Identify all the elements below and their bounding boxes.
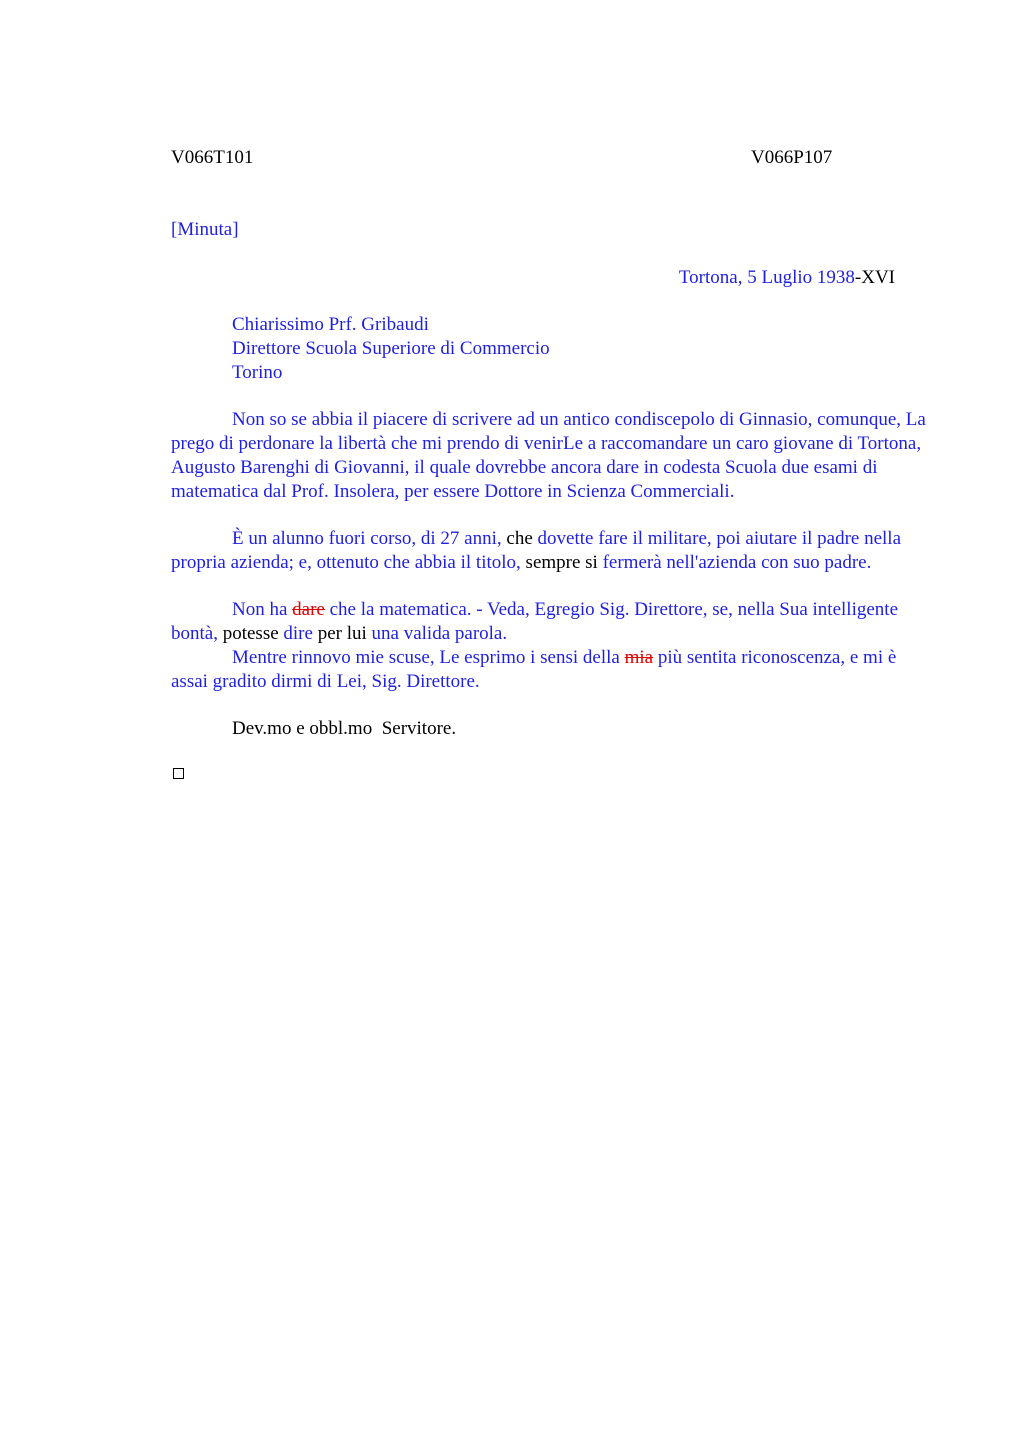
paragraph-1: Non so se abbia il piacere di scrivere ad un antico condiscepolo di Ginnasio, comunque, La prego di perdonare la libertà che mi prendo di venirLe a raccomandare un caro giovane di Tortona, Augusto Barenghi di Giovanni, il quale dovrebbe ancora dare in codesta Scuola due esami di matematica dal Prof. Insolera, per essere Dottore in Scienza Commerciali. <box>171 409 926 502</box>
p3-segment-f: una valida parola. <box>371 623 508 644</box>
p4-segment-a: Mentre rinnovo mie scuse, Le esprimo i sensi della <box>232 647 625 668</box>
p2-segment-d: sempre si <box>520 552 603 573</box>
p3-deleted-word: dare <box>292 599 325 620</box>
p3-segment-d: dire <box>283 623 313 644</box>
document-code-left: V066T101 <box>171 147 254 168</box>
checkbox-square-icon <box>173 768 184 779</box>
p3-segment-a: Non ha <box>232 599 293 620</box>
document-code-right: V066P107 <box>751 147 833 168</box>
p2-segment-e: fermerà nell'azienda con suo padre. <box>602 552 872 573</box>
date-suffix: -XVI <box>854 267 895 288</box>
p2-segment-c: dovette fare il militare, poi aiutare il padre nella propria azienda; e, ottenuto che abbia il titolo, <box>171 528 902 573</box>
recipient-name: Chiarissimo Prf. Gribaudi <box>232 314 429 335</box>
p2-segment-b: che <box>501 528 538 549</box>
paragraph-3 <box>171 598 931 646</box>
p3-segment-e: per lui <box>312 623 372 644</box>
paragraph-4 <box>171 646 931 694</box>
p4-segment-b: più sentita riconoscenza, e mi è assai gradito dirmi di Lei, Sig. Direttore. <box>171 647 897 692</box>
p3-segment-b: che la matematica. - Veda, Egregio Sig. Direttore, se, nella Sua intelligente bontà, <box>171 599 899 644</box>
p3-segment-c: potesse <box>217 623 284 644</box>
recipient-title: Direttore Scuola Superiore di Commercio <box>232 338 550 359</box>
p2-segment-a: È un alunno fuori corso, di 27 anni, <box>232 528 502 549</box>
draft-label: [Minuta] <box>171 219 239 240</box>
letter-date <box>679 266 895 290</box>
closing-salutation: Dev.mo e obbl.mo Servitore. <box>232 718 457 739</box>
recipient-city: Torino <box>232 362 283 383</box>
p4-deleted-word: mia <box>624 647 654 668</box>
place-date: Tortona, 5 Luglio 1938 <box>678 267 855 288</box>
paragraph-2 <box>171 527 931 575</box>
